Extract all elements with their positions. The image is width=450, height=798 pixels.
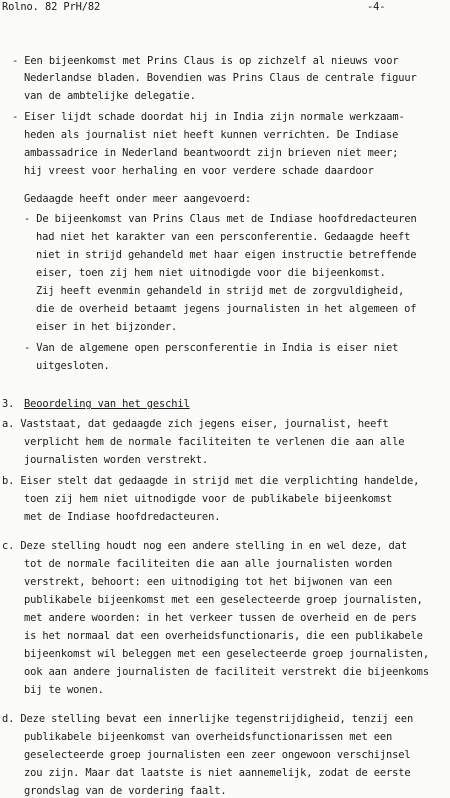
claim-2-line-4: hij vreest voor herhaling en voor verdere schade daardoor — [24, 165, 374, 177]
claim-1-line-3: van de ambtelijke delegatie. — [24, 90, 196, 102]
item-d-line-5: grondslag van de vordering faalt. — [24, 785, 227, 797]
item-d-line-1: d. Deze stelling bevat een innerlijke tegenstrijdigheid, tenzij een — [2, 713, 414, 725]
item-c-line-2: tot de normale faciliteiten die aan alle journalisten worden — [24, 558, 393, 570]
claim-1-line-2: Nederlandse bladen. Bovendien was Prins Claus de centrale figuur — [24, 72, 417, 84]
defense-2-line-2: uitgesloten. — [36, 360, 110, 372]
claim-2-line-2: heden als journalist niet heeft kunnen verrichten. De Indiase — [24, 129, 399, 141]
item-a-line-3: journalisten worden verstrekt. — [24, 454, 209, 466]
defense-2-line-1: - Van de algemene open persconferentie in India is eiser niet — [24, 342, 399, 354]
item-b-line-2: toen zij hem niet uitnodigde voor de publikabele bijeenkomst — [24, 493, 393, 505]
defense-1-line-6: die de overheid betaamt jegens journalisten in het algemeen of — [36, 303, 417, 315]
claim-2-line-1: - Eiser lijdt schade doordat hij in India zijn normale werkzaam- — [12, 111, 405, 123]
item-c-line-4: publikabele bijeenkomst met een geselecteerde groep journalisten, — [24, 594, 423, 606]
item-c-line-5: met andere woorden: in het verkeer tussen de overheid en de pers — [24, 612, 417, 624]
item-b-line-3: met de Indiase hoofdredacteuren. — [24, 511, 221, 523]
item-c-line-6: is het normaal dat een overheidsfunctionaris, die een publikabele — [24, 630, 423, 642]
page-number: -4- — [367, 1, 386, 13]
item-d-line-4: zou zijn. Maar dat laatste is niet aannemelijk, zodat de eerste — [24, 767, 411, 779]
defense-1-line-4: eiser, toen zij hem niet uitnodigde voor die bijeenkomst. — [36, 267, 386, 279]
defense-1-line-2: had niet het karakter van een persconferentie. Gedaagde heeft — [36, 231, 411, 243]
item-d-line-3: geselecteerde groep journalisten een zeer ongewoon verschijnsel — [24, 749, 411, 761]
item-b-line-1: b. Eiser stelt dat gedaagde in strijd met die verplichting handelde, — [2, 475, 420, 487]
defense-intro: Gedaagde heeft onder meer aangevoerd: — [24, 193, 252, 205]
defense-1-line-7: eiser in het bijzonder. — [36, 321, 178, 333]
section-title: Beoordeling van het geschil — [24, 398, 190, 410]
section-number: 3. — [2, 398, 15, 410]
document-reference: Rolno. 82 PrH/82 — [2, 1, 101, 13]
defense-1-line-1: - De bijeenkomst van Prins Claus met de Indiase hoofdredacteuren — [24, 213, 417, 225]
defense-1-line-5: Zij heeft evenmin gehandeld in strijd met de zorgvuldigheid, — [36, 285, 405, 297]
defense-1-line-3: niet in strijd gehandeld met haar eigen instructie betreffende — [36, 249, 417, 261]
item-a-line-2: verplicht hem de normale faciliteiten te verlenen die aan alle — [24, 436, 405, 448]
item-a-line-1: a. Vaststaat, dat gedaagde zich jegens eiser, journalist, heeft — [2, 418, 389, 430]
item-c-line-1: c. Deze stelling houdt nog een andere stelling in en wel deze, dat — [2, 540, 407, 552]
item-c-line-8: ook aan andere journalisten de faciliteit verstrekt die bijeenkoms — [24, 666, 429, 678]
item-d-line-2: publikabele bijeenkomst van overheidsfunctionarissen met een — [24, 731, 393, 743]
claim-1-line-1: - Een bijeenkomst met Prins Claus is op zichzelf al nieuws voor — [12, 55, 399, 67]
claim-2-line-3: ambassadrice in Nederland beantwoordt zijn brieven niet meer; — [24, 147, 399, 159]
item-c-line-7: bijeenkomst wil beleggen met een geselecteerde groep journalisten, — [24, 648, 429, 660]
item-c-line-9: bij te wonen. — [24, 684, 104, 696]
item-c-line-3: verstrekt, behoort: een uitnodiging tot het bijwonen van een — [24, 576, 393, 588]
